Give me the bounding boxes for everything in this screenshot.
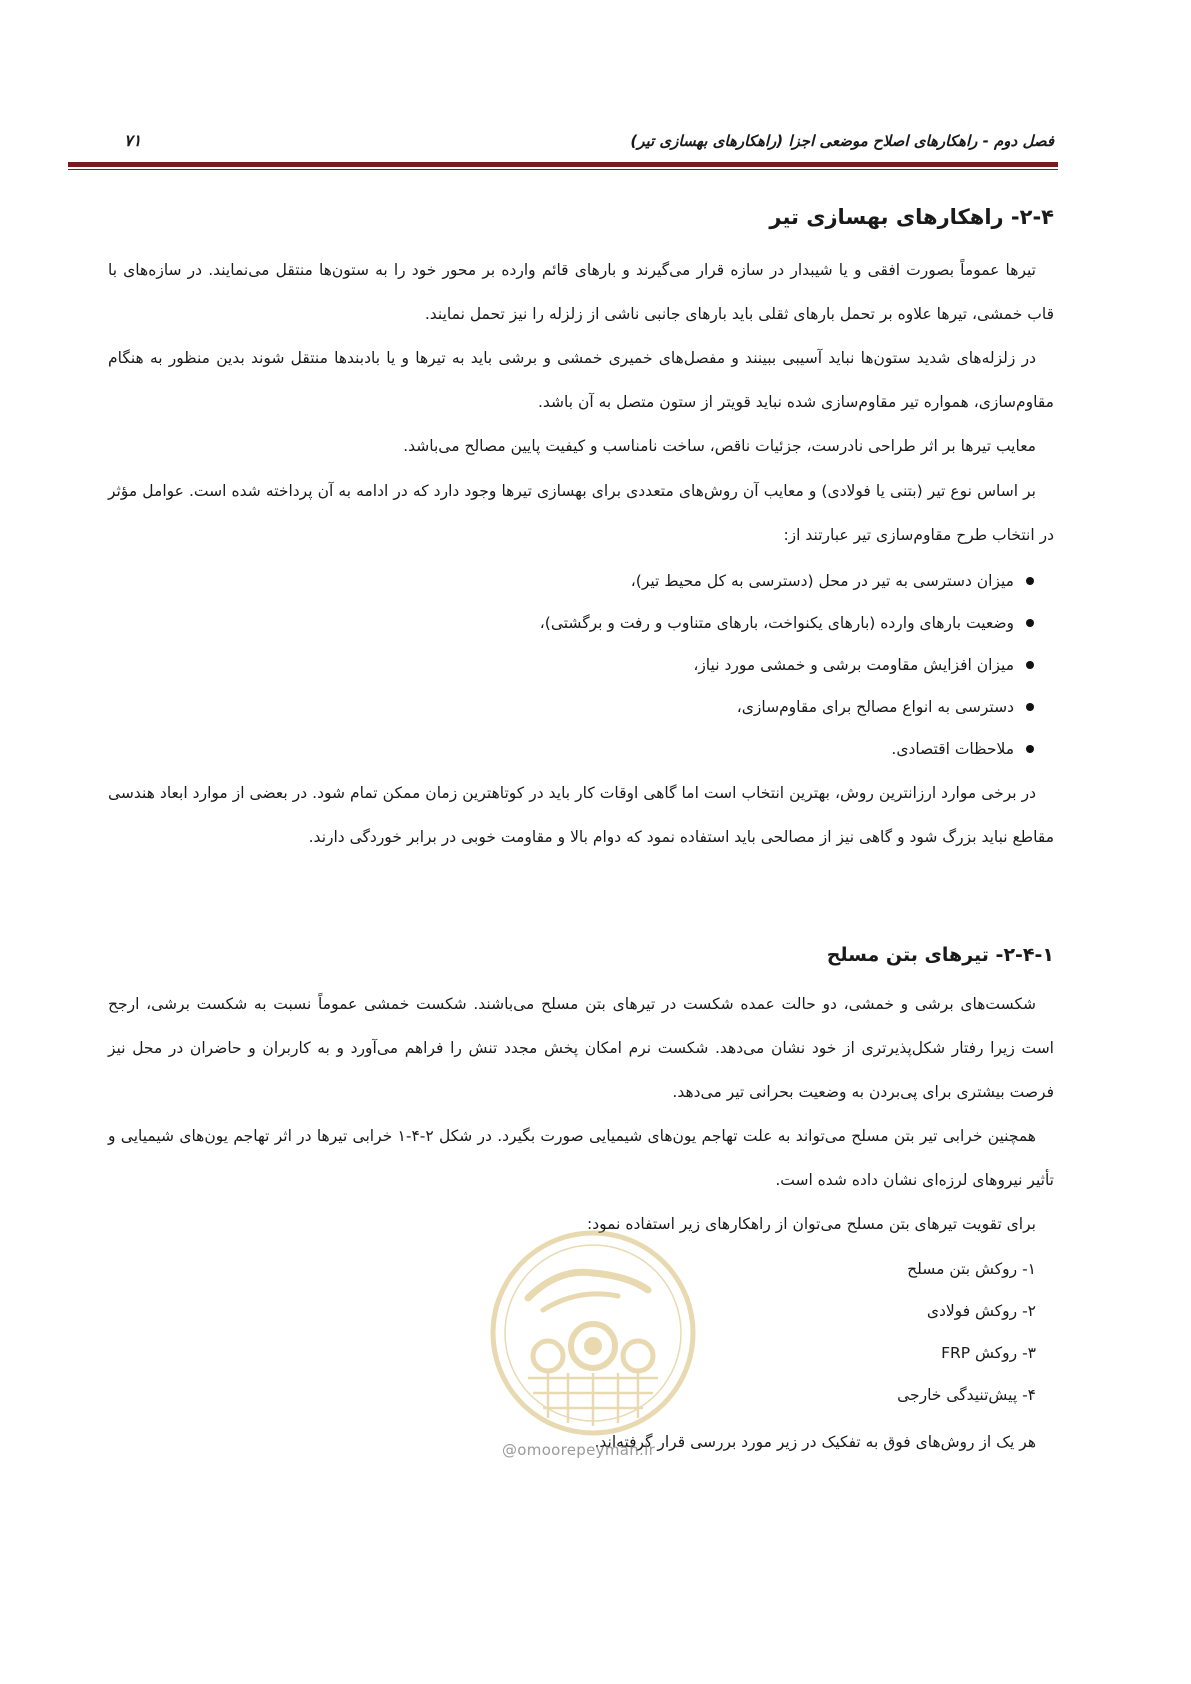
- page-number: ۷۱: [124, 131, 142, 150]
- final-line: هر یک از روش‌های فوق به تفکیک در زیر مورد بررسی قرار گرفته‌اند.: [594, 1433, 1036, 1451]
- list-item: ۲- روکش فولادی: [926, 1302, 1036, 1320]
- subsection-heading-block: [108, 944, 1054, 966]
- list-item: ۴- پیش‌تنیدگی خارجی: [897, 1386, 1036, 1404]
- section-body-1: [108, 248, 1054, 336]
- running-header-title: فصل دوم - راهکارهای اصلاح موضعی اجزا (راهکارهای بهسازی تیر): [630, 132, 1054, 150]
- paragraph-1: تیرها عموماً بصورت افقی و یا شیبدار در سازه قرار می‌گیرند و بارهای قائم وارده بر محور خود را به ستون‌ها منتقل می‌نمایند. در سازه‌های با قاب خمشی، تیرها علاوه بر تحمل بارهای ثقلی باید بارهای جانبی ناشی از زلزله را نیز تحمل نمایند.: [108, 261, 1054, 323]
- list-item: ۱- روکش بتن مسلح: [907, 1260, 1036, 1278]
- section-body-closing: [108, 771, 1054, 859]
- subsection-body-1: [108, 982, 1054, 1114]
- closing-paragraph: در برخی موارد ارزانترین روش، بهترین انتخاب است اما گاهی اوقات کار باید در کوتاهترین زمان ممکن تمام شود. در بعضی از موارد ابعاد هندسی مقاطع نباید بزرگ شود و گاهی نیز از مصالحی باید استفاده نمود که دوام بالا و مقاومت خوبی در برابر خوردگی دارند.: [108, 784, 1054, 846]
- subsection-paragraph-1: شکست‌های برشی و خمشی، دو حالت عمده شکست در تیرهای بتن مسلح می‌باشند. شکست خمشی عموماً نسبت به شکست برشی، ارجح است زیرا رفتار شکل‌پذیرتری از خود نشان می‌دهد. شکست نرم امکان پخش مجدد تنش را فراهم می‌آورد و به کاربران و حاضران در محل نیز فرصت بیشتری برای پی‌بردن به وضعیت بحرانی تیر می‌دهد.: [108, 995, 1054, 1101]
- factor-list-block: [108, 560, 1054, 770]
- paragraph-2: در زلزله‌های شدید ستون‌ها نباید آسیبی ببینند و مفصل‌های خمیری خمشی و برشی باید به تیرها و یا بادبندها منتقل شوند بدین منظور به هنگام مقاوم‌سازی، همواره تیر مقاوم‌سازی شده نباید قویتر از ستون متصل به آن باشد.: [108, 349, 1054, 411]
- list-item: ملاحظات اقتصادی.: [108, 728, 1034, 770]
- paragraph-4: بر اساس نوع تیر (بتنی یا فولادی) و معایب آن روش‌های متعددی برای بهسازی تیرها وجود دارد که در ادامه به آن پرداخته شده است. عوامل مؤثر در انتخاب طرح مقاوم‌سازی تیر عبارتند از:: [108, 482, 1054, 544]
- subsection-heading: ۲-۴-۱- تیرهای بتن مسلح: [826, 944, 1054, 966]
- section-body-2: [108, 336, 1054, 424]
- subsection-paragraph-2: همچنین خرابی تیر بتن مسلح می‌تواند به علت تهاجم یون‌های شیمیایی صورت بگیرد. در شکل ۲-۴-۱ خرابی تیرها در اثر تهاجم یون‌های شیمیایی و تأثیر نیروهای لرزه‌ای نشان داده شده است.: [108, 1127, 1054, 1189]
- section-body-4: [108, 469, 1054, 557]
- factor-list: [108, 560, 1054, 770]
- subsection-body-2: [108, 1114, 1054, 1202]
- list-item: ۳- روکش FRP: [941, 1344, 1036, 1362]
- header-rule-thin: [68, 169, 1058, 170]
- list-item: میزان دسترسی به تیر در محل (دسترسی به کل محیط تیر)،: [108, 560, 1034, 602]
- section-heading: ۲-۴- راهکارهای بهسازی تیر: [769, 205, 1054, 229]
- watermark-url: @omoorepeyman.ir: [502, 1441, 656, 1459]
- list-item: وضعیت بارهای وارده (بارهای یکنواخت، بارهای متناوب و رفت و برگشتی)،: [108, 602, 1034, 644]
- section-body-3: [108, 424, 1054, 468]
- watermark-logo: [488, 1228, 698, 1438]
- paragraph-3: معایب تیرها بر اثر طراحی نادرست، جزئیات ناقص، ساخت نامناسب و کیفیت پایین مصالح می‌باشد.: [403, 437, 1036, 455]
- subsection-paragraph-3: برای تقویت تیرهای بتن مسلح می‌توان از راهکارهای زیر استفاده نمود:: [586, 1215, 1036, 1233]
- list-item: میزان افزایش مقاومت برشی و خمشی مورد نیاز،: [108, 644, 1034, 686]
- list-item: دسترسی به انواع مصالح برای مقاوم‌سازی،: [108, 686, 1034, 728]
- header-rule-thick: [68, 162, 1058, 167]
- section-heading-block: [108, 205, 1054, 229]
